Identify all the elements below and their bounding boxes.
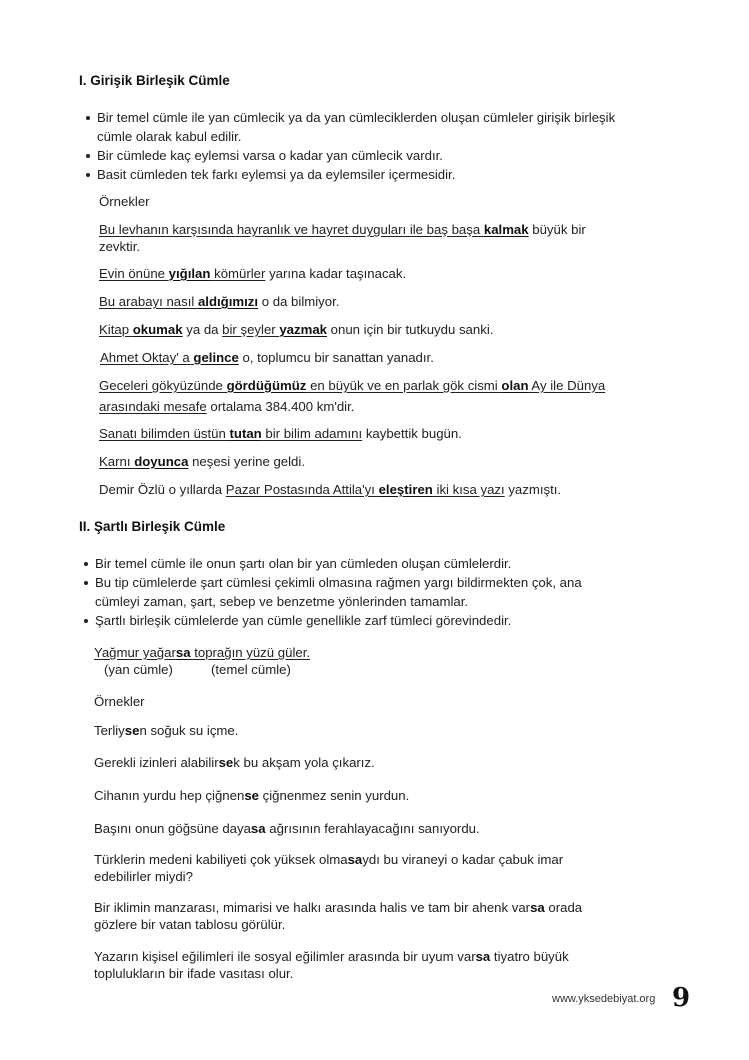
- bullet-dot: [84, 619, 88, 623]
- text: Başını onun göğsüne daya: [94, 821, 251, 836]
- text: Terliy: [94, 723, 125, 738]
- bullet-dot: [84, 562, 88, 566]
- conditional-clause: Yağmur yağar: [94, 645, 176, 660]
- s1-example-1-cont: zevktir.: [99, 239, 141, 254]
- text: tiyatro büyük: [490, 949, 569, 964]
- subordinate-clause: Kitap: [99, 322, 133, 337]
- section1-title: I. Girişik Birleşik Cümle: [79, 73, 230, 88]
- s1-bullet-1a: Bir temel cümle ile yan cümlecik ya da yan cümleciklerden oluşan cümleler girişik birleşik: [97, 110, 616, 125]
- conditional-suffix: se: [244, 788, 259, 803]
- conditional-suffix: se: [218, 755, 234, 770]
- verbal-word: okumak: [132, 322, 183, 337]
- text: orada: [544, 900, 583, 915]
- text: Yazarın kişisel eğilimleri ile sosyal eğilimler arasında bir uyum var: [94, 949, 476, 964]
- main-text: Demir Özlü o yıllarda: [99, 482, 226, 497]
- conditional-suffix: sa: [475, 949, 491, 964]
- conditional-suffix: sa: [530, 900, 545, 915]
- conditional-suffix: sa: [250, 821, 266, 836]
- subordinate-clause: Ay ile Dünya: [528, 378, 606, 393]
- s2-example-7-cont: toplulukların bir ifade vasıtası olur.: [94, 966, 294, 981]
- s2-bullet-1: Bir temel cümle ile onun şartı olan bir yan cümleden oluşan cümlelerdir.: [95, 556, 512, 571]
- bullet-dot: [86, 154, 90, 158]
- main-text: büyük bir: [528, 222, 586, 237]
- verbal-word: yazmak: [279, 322, 328, 337]
- s1-bullet-2: Bir cümlede kaç eylemsi varsa o kadar yan cümlecik vardır.: [97, 148, 443, 163]
- s2-example-2: [94, 753, 375, 772]
- text: Gerekli izinleri alabilir: [94, 755, 219, 770]
- verbal-word: eleştiren: [378, 482, 433, 497]
- verbal-word: tutan: [229, 426, 262, 441]
- s2-example-3: [94, 786, 409, 805]
- main-text: kaybettik bugün.: [362, 426, 462, 441]
- main-text: neşesi yerine geldi.: [188, 454, 305, 469]
- s1-example-4: [99, 320, 493, 339]
- subordinate-clause: kömürler: [210, 266, 266, 281]
- s2-example-1: [94, 721, 238, 740]
- bullet-dot: [84, 581, 88, 585]
- subordinate-clause: Karnı: [99, 454, 135, 469]
- s2-bullet-2a: Bu tip cümlelerde şart cümlesi çekimli olmasına rağmen yargı bildirmekten çok, ana: [95, 575, 582, 590]
- s2-example-4: [94, 819, 480, 838]
- conditional-suffix: sa: [347, 852, 363, 867]
- footer-website: www.yksedebiyat.org: [552, 993, 656, 1005]
- s2-example-5-cont: edebilirler miydi?: [94, 869, 193, 884]
- verbal-word: gördüğümüz: [226, 378, 307, 393]
- subordinate-clause: Ahmet Oktay' a: [100, 350, 194, 365]
- s1-example-6: [99, 376, 605, 395]
- main-text: o, toplumcu bir sanattan yanadır.: [238, 350, 434, 365]
- s1-example-7: [99, 424, 462, 443]
- subordinate-clause: bir şeyler: [222, 322, 280, 337]
- main-text: o da bilmiyor.: [258, 294, 340, 309]
- subordinate-clause: iki kısa yazı: [432, 482, 505, 497]
- page-number: 9: [672, 983, 691, 1013]
- main-text: yazmıştı.: [504, 482, 562, 497]
- s2-bullet-3: Şartlı birleşik cümlelerde yan cümle genellikle zarf tümleci görevindedir.: [95, 613, 512, 628]
- s1-example-5: [100, 348, 434, 367]
- main-text: yarına kadar taşınacak.: [265, 266, 407, 281]
- subordinate-clause: Bu arabayı nasıl: [99, 294, 198, 309]
- subordinate-clause: Bu levhanın karşısında hayranlık ve hayret duyguları ile baş başa: [99, 222, 484, 237]
- text: Cihanın yurdu hep çiğnen: [94, 788, 245, 803]
- s1-example-8: [99, 452, 305, 471]
- subordinate-clause: Pazar Postasında Attila'yı: [225, 482, 379, 497]
- conditional-suffix: sa: [175, 645, 191, 660]
- section2-title: II. Şartlı Birleşik Cümle: [79, 519, 226, 534]
- text: ydı bu viraneyi o kadar çabuk imar: [362, 852, 564, 867]
- s1-bullet-1b: cümle olarak kabul edilir.: [97, 129, 242, 144]
- s1-example-1: [99, 220, 586, 239]
- s2-demo-label-temel: (temel cümle): [211, 662, 291, 677]
- verbal-word: kalmak: [483, 222, 529, 237]
- subordinate-clause: bir bilim adamını: [261, 426, 363, 441]
- s2-bullet-2b: cümleyi zaman, şart, sebep ve benzetme yönlerinden tamamlar.: [95, 594, 469, 609]
- main-text: onun için bir tutkuydu sanki.: [327, 322, 494, 337]
- s1-example-2: [99, 264, 406, 283]
- s1-bullet-3: Basit cümleden tek farkı eylemsi ya da eylemsiler içermesidir.: [97, 167, 456, 182]
- s2-examples-label: Örnekler: [94, 694, 145, 709]
- bullet-dot: [86, 116, 90, 120]
- subordinate-clause: Evin önüne: [99, 266, 169, 281]
- verbal-word: aldığımızı: [197, 294, 259, 309]
- main-text: ortalama 384.400 km'dir.: [206, 399, 355, 414]
- verbal-word: olan: [501, 378, 529, 393]
- text: Türklerin medeni kabiliyeti çok yüksek olma: [94, 852, 348, 867]
- subordinate-clause: Sanatı bilimden üstün: [99, 426, 230, 441]
- bullet-dot: [86, 173, 90, 177]
- verbal-word: yığılan: [168, 266, 211, 281]
- s2-demo-label-yan: (yan cümle): [104, 662, 173, 677]
- main-text: ya da: [182, 322, 223, 337]
- text: ağrısının ferahlayacağını sanıyordu.: [265, 821, 480, 836]
- text: Bir iklimin manzarası, mimarisi ve halkı arasında halis ve tam bir ahenk var: [94, 900, 531, 915]
- verbal-word: doyunca: [134, 454, 189, 469]
- verbal-word: gelince: [193, 350, 239, 365]
- s1-example-9: [99, 480, 561, 499]
- s2-example-6-cont: gözlere bir vatan tablosu görülür.: [94, 917, 286, 932]
- main-clause: toprağın yüzü güler.: [190, 645, 311, 660]
- conditional-suffix: se: [124, 723, 140, 738]
- text: n soğuk su içme.: [139, 723, 239, 738]
- s1-example-3: [99, 292, 339, 311]
- text: çiğnenmez senin yurdun.: [258, 788, 410, 803]
- s1-example-6-cont: [99, 397, 354, 416]
- text: k bu akşam yola çıkarız.: [233, 755, 375, 770]
- s1-examples-label: Örnekler: [99, 194, 150, 209]
- subordinate-clause: arasındaki mesafe: [99, 399, 207, 414]
- subordinate-clause: en büyük ve en parlak gök cismi: [306, 378, 502, 393]
- subordinate-clause: Geceleri gökyüzünde: [99, 378, 227, 393]
